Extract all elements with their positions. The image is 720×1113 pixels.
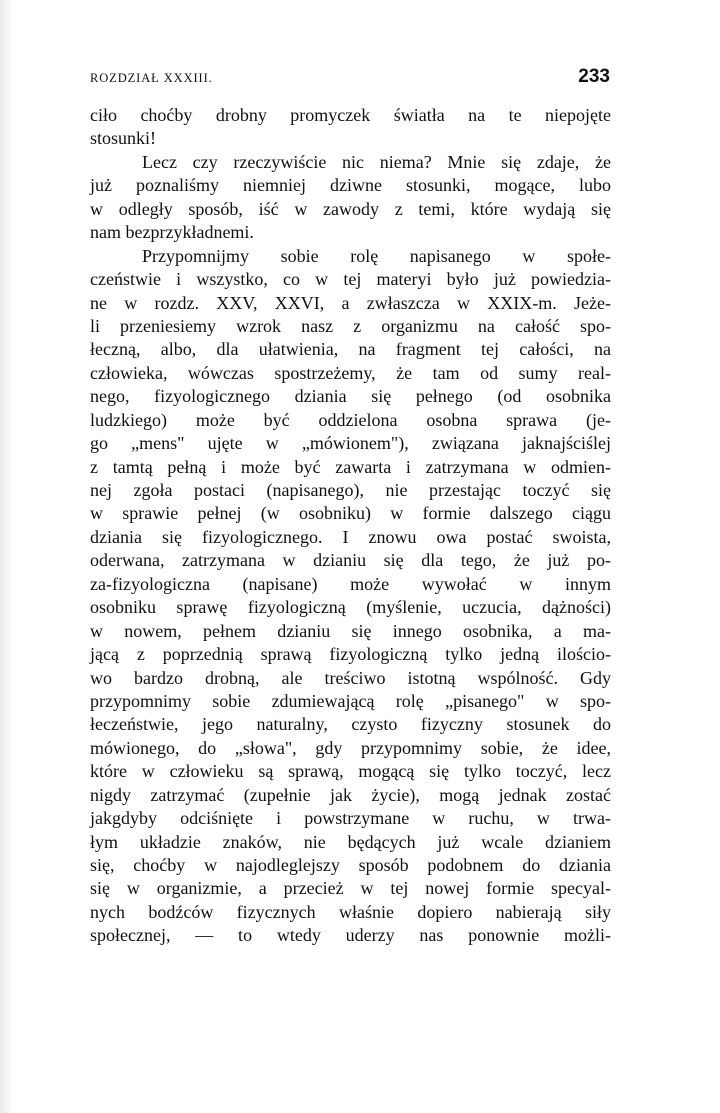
running-head bbox=[90, 66, 610, 90]
text-line: przypomnimy sobie zdumiewającą rolę „pisanego" w spo- bbox=[90, 690, 611, 711]
text-line: w nowem, pełnem dzianiu się innego osobnika, a ma- bbox=[90, 620, 611, 641]
text-line: już poznaliśmy niemniej dziwne stosunki, mogące, lubo bbox=[90, 175, 611, 196]
text-line: mówionego, do „słowa", gdy przypomnimy sobie, że idee, bbox=[90, 737, 611, 758]
text-line: li przeniesiemy wzrok nasz z organizmu na całość spo- bbox=[90, 315, 611, 336]
text-line: ludzkiego) może być oddzielona osobna sprawa (je- bbox=[90, 409, 611, 430]
text-line: ciło choćby drobny promyczek światła na te niepojęte bbox=[90, 105, 611, 125]
body-text bbox=[90, 104, 611, 948]
page-gutter-shadow bbox=[0, 0, 14, 1113]
text-line: człowieka, wówczas spostrzeżemy, że tam od sumy real- bbox=[90, 362, 611, 383]
text-line: społecznej, — to wtedy uderzy nas ponownie możli- bbox=[90, 925, 611, 946]
text-line: Lecz czy rzeczywiście nic niema? Mnie się zdaje, że bbox=[142, 151, 611, 172]
text-line: które w człowieku są sprawą, mogącą się tylko toczyć, lecz bbox=[90, 761, 611, 782]
text-line: z tamtą pełną i może być zawarta i zatrzymana w odmien- bbox=[90, 456, 611, 477]
text-line: łeczną, albo, dla ułatwienia, na fragment tej całości, na bbox=[90, 339, 611, 360]
text-line: jakgdyby odciśnięte i powstrzymane w ruchu, w trwa- bbox=[90, 808, 611, 829]
chapter-title: ROZDZIAŁ XXXIII. bbox=[90, 71, 213, 85]
text-line: się, choćby w najodleglejszy sposób podobnem do dziania bbox=[90, 855, 611, 875]
text-line: Przypomnijmy sobie rolę napisanego w społe- bbox=[142, 245, 611, 266]
text-line: stosunki! bbox=[90, 128, 157, 149]
text-line: się w organizmie, a przecież w tej nowej formie specyal- bbox=[90, 878, 611, 899]
text-line: łeczeństwie, jego naturalny, czysto fizyczny stosunek do bbox=[90, 714, 611, 735]
text-line: nych bodźców fizycznych właśnie dopiero nabierają siły bbox=[90, 901, 611, 922]
text-line: oderwana, zatrzymana w dzianiu się dla tego, że już po- bbox=[90, 550, 611, 571]
text-line: w odległy sposób, iść w zawody z temi, które wydają się bbox=[90, 198, 611, 219]
text-line: ne w rozdz. XXV, XXVI, a zwłaszcza w XXIX-m. Jeże- bbox=[90, 292, 611, 313]
text-line: osobniku sprawę fizyologiczną (myślenie, uczucia, dążności) bbox=[90, 597, 611, 618]
text-line: nego, fizyologicznego dziania się pełnego (od osobnika bbox=[90, 386, 611, 407]
text-line: czeństwie i wszystko, co w tej materyi było już powiedzia- bbox=[90, 269, 611, 290]
text-line: za-fizyologiczna (napisane) może wywołać w innym bbox=[90, 573, 611, 594]
text-line: nigdy zatrzymać (zupełnie jak życie), mogą jednak zostać bbox=[90, 784, 611, 805]
text-line: wo bardzo drobną, ale treściwo istotną wspólność. Gdy bbox=[90, 667, 611, 688]
page-number: 233 bbox=[578, 66, 610, 87]
text-line: w sprawie pełnej (w osobniku) w formie dalszego ciągu bbox=[90, 503, 611, 524]
text-line: łym układzie znaków, nie będących już wcale dzianiem bbox=[90, 831, 611, 852]
text-line: jącą z poprzednią sprawą fizyologiczną tylko jedną ilościo- bbox=[90, 644, 611, 665]
text-line: nej zgoła postaci (napisanego), nie przestając toczyć się bbox=[90, 480, 611, 500]
text-line: dziania się fizyologicznego. I znowu owa postać swoista, bbox=[90, 526, 611, 547]
text-line: nam bezprzykładnemi. bbox=[90, 222, 254, 243]
text-line: go „mens" ujęte w „mówionem"), związana jaknajściślej bbox=[90, 433, 611, 454]
